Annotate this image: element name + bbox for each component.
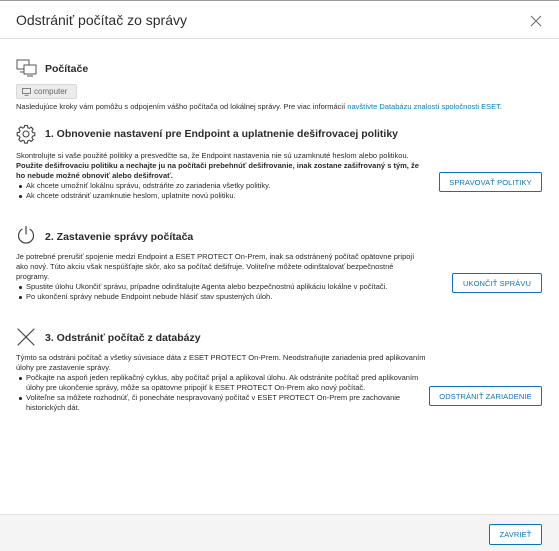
computers-icon [16,59,38,77]
power-icon [16,225,36,245]
step2-body [16,252,426,302]
step2-text: Je potrebné prerušiť spojenie medzi Endpoint a ESET PROTECT On-Prem, inak sa odstránený počítač opätovne pripojí ako nový. Túto akciu však nespúšťajte skôr, ako sa počítač dešifruje. Voliteľne môžete odinštalovať bezpečnostné programy. [16,252,415,281]
step3-bullets [16,373,426,413]
computers-title: Počítače [45,63,89,75]
step3-text: Týmto sa odstráni počítač a všetky súvisiace dáta z ESET PROTECT On-Prem. Neodstraňujte zariadenia pred aplikovaním úlohy pre zastavenie správy. [16,353,426,372]
step1-bullets [16,181,426,201]
gear-icon [16,124,36,144]
step1-text-bold: Použite dešifrovaciu politiku a nechajte ju na počítači prebehnúť dešifrovanie, inak zostane zašifrovaný s tým, že ho nebude možné obnoviť alebo dešifrovať. [16,161,419,180]
computer-chip [16,84,77,99]
step2-bullets [16,282,426,302]
step1-body [16,151,426,201]
intro-text [16,102,531,112]
step3-body [16,353,426,413]
list-item: Ak chcete umožniť lokálnu správu, odstráňte zo zariadenia všetky politiky. [16,181,426,191]
monitor-icon [22,88,31,96]
step1-title: 1. Obnovenie nastavení pre Endpoint a uplatnenie dešifrovacej politiky [45,128,399,140]
dialog-header [0,1,559,39]
list-item: Voliteľne sa môžete rozhodnúť, či ponecháte nespravovaný počítač v ESET PROTECT On-Prem pre zachovanie historických dát. [16,393,426,413]
close-button[interactable]: ZAVRIEŤ [489,524,542,545]
stop-management-button[interactable]: UKONČIŤ SPRÁVU [452,273,542,293]
list-item: Po ukončení správy nebude Endpoint nebude hlásiť stav spustených úloh. [16,292,426,302]
step2-title: 2. Zastavenie správy počítača [45,231,194,243]
close-icon[interactable] [529,14,543,28]
remove-x-icon [16,327,36,347]
knowledge-base-link[interactable]: navštívte Databázu znalostí spoločnosti ESET [347,102,500,111]
computer-chip-label: computer [34,87,68,96]
list-item: Spustite úlohu Ukončiť správu, prípadne odinštalujte Agenta alebo bezpečnostnú aplikáciu lokálne v počítači. [16,282,426,292]
list-item: Ak chcete odstrániť uzamknutie heslom, uplatnite novú politiku. [16,191,426,201]
remove-device-button[interactable]: ODSTRÁNIŤ ZARIADENIE [429,386,542,406]
manage-policies-button[interactable]: SPRAVOVAŤ POLITIKY [439,172,542,192]
intro-text-end: . [499,102,502,111]
list-item: Počkajte na aspoň jeden replikačný cyklus, aby počítač prijal a aplikoval úlohu. Ak odstránite počítač pred aplikovaním úlohy pre ukončenie správy, môže sa opätovne pripojiť k ESET PROTECT On-Prem ako nový počítač. [16,373,426,393]
intro-text-main: Nasledujúce kroky vám pomôžu s odpojením vášho počítača od lokálnej správy. Pre viac informácií [16,102,348,111]
dialog-footer [0,514,559,551]
dialog-title: Odstrániť počítač zo správy [16,12,187,28]
step1-text: Skontrolujte si vaše použité politiky a presvedčte sa, že Endpoint nastavenia nie sú uzamknuté heslom alebo politikou. [16,151,409,160]
step3-title: 3. Odstrániť počítač z databázy [45,332,201,344]
